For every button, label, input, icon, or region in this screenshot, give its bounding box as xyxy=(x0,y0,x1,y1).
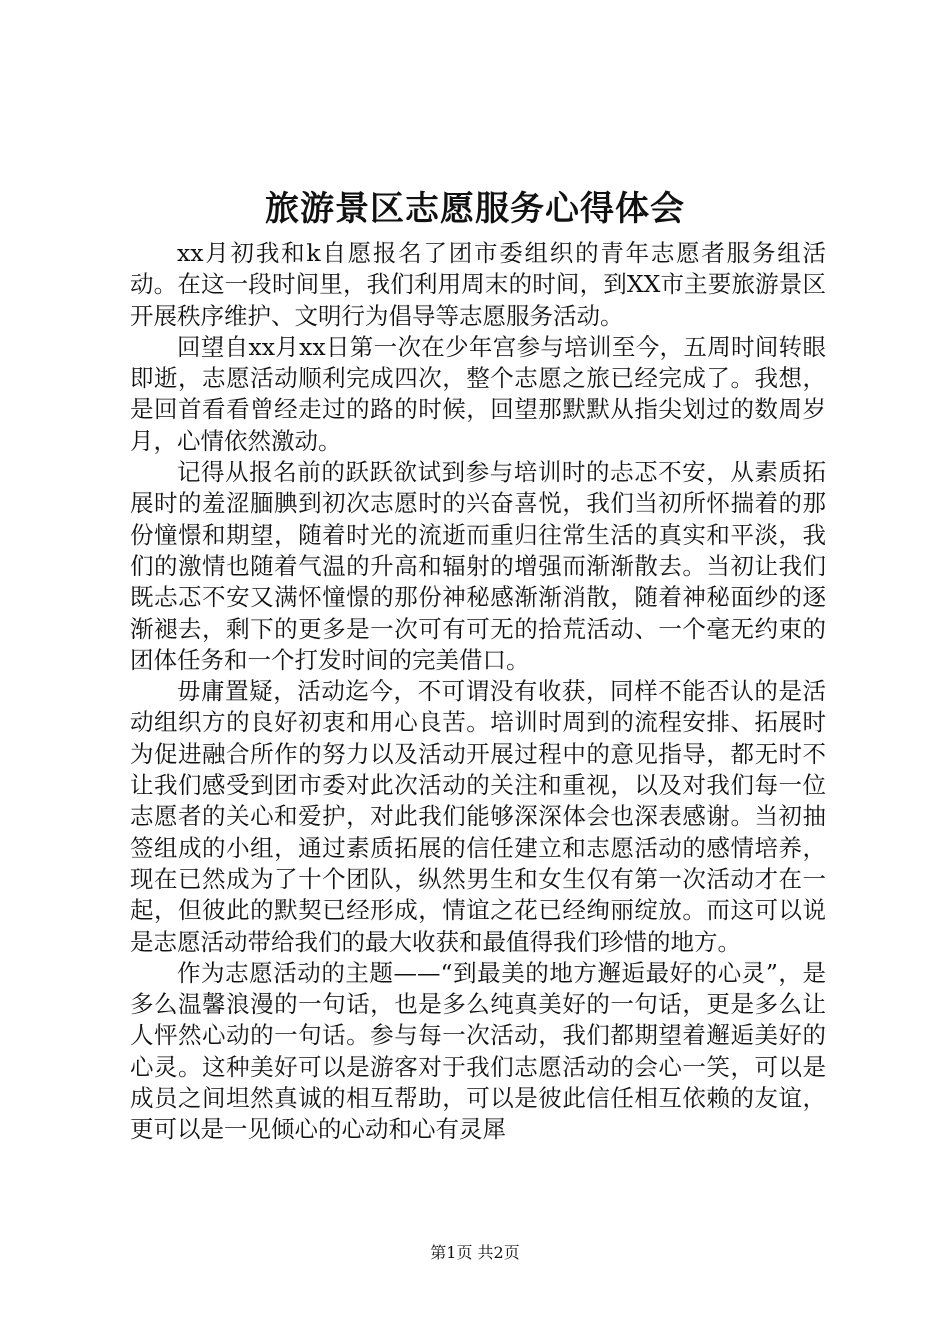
document-body xyxy=(130,238,826,1146)
paragraph: xx月初我和k自愿报名了团市委组织的青年志愿者服务组活动。在这一段时间里，我们利用周末的时间，到XX市主要旅游景区开展秩序维护、文明行为倡导等志愿服务活动。 xyxy=(130,239,826,330)
paragraph: 回望自xx月xx日第一次在少年宫参与培训至今，五周时间转眼即逝，志愿活动顺利完成四次，整个志愿之旅已经完成了。我想，是回首看看曾经走过的路的时候，回望那默默从指尖划过的数周岁月，心情依然激动。 xyxy=(130,332,826,455)
page-footer: 第1页 共2页 xyxy=(430,1243,520,1262)
page-title: 旅游景区志愿服务心得体会 xyxy=(265,189,685,229)
paragraph: 记得从报名前的跃跃欲试到参与培训时的忐忑不安，从素质拓展时的羞涩腼腆到初次志愿时的兴奋喜悦，我们当初所怀揣着的那份憧憬和期望，随着时光的流逝而重归往常生活的真实和平淡，我们的激情也随着气温的升高和辐射的增强而渐渐散去。当初让我们既忐忑不安又满怀憧憬的那份神秘感渐渐消散，随着神秘面纱的逐渐褪去，剩下的更多是一次可有可无的拾荒活动、一个毫无约束的团体任务和一个打发时间的完美借口。 xyxy=(130,458,826,674)
paragraph: 作为志愿活动的主题——“到最美的地方邂逅最好的心灵”，是多么温馨浪漫的一句话，也是多么纯真美好的一句话，更是多么让人怦然心动的一句话。参与每一次活动，我们都期望着邂逅美好的心灵。这种美好可以是游客对于我们志愿活动的会心一笑，可以是成员之间坦然真诚的相互帮助，可以是彼此信任相互依赖的友谊，更可以是一见倾心的心动和心有灵犀 xyxy=(130,958,826,1144)
paragraph: 毋庸置疑，活动迄今，不可谓没有收获，同样不能否认的是活动组织方的良好初衷和用心良苦。培训时周到的流程安排、拓展时为促进融合所作的努力以及活动开展过程中的意见指导，都无时不让我们感受到团市委对此次活动的关注和重视，以及对我们每一位志愿者的关心和爱护，对此我们能够深深体会也深表感谢。当初抽签组成的小组，通过素质拓展的信任建立和志愿活动的感情培养，现在已然成为了十个团队，纵然男生和女生仅有第一次活动才在一起，但彼此的默契已经形成，情谊之花已经绚丽绽放。而这可以说是志愿活动带给我们的最大收获和最值得我们珍惜的地方。 xyxy=(130,677,826,956)
